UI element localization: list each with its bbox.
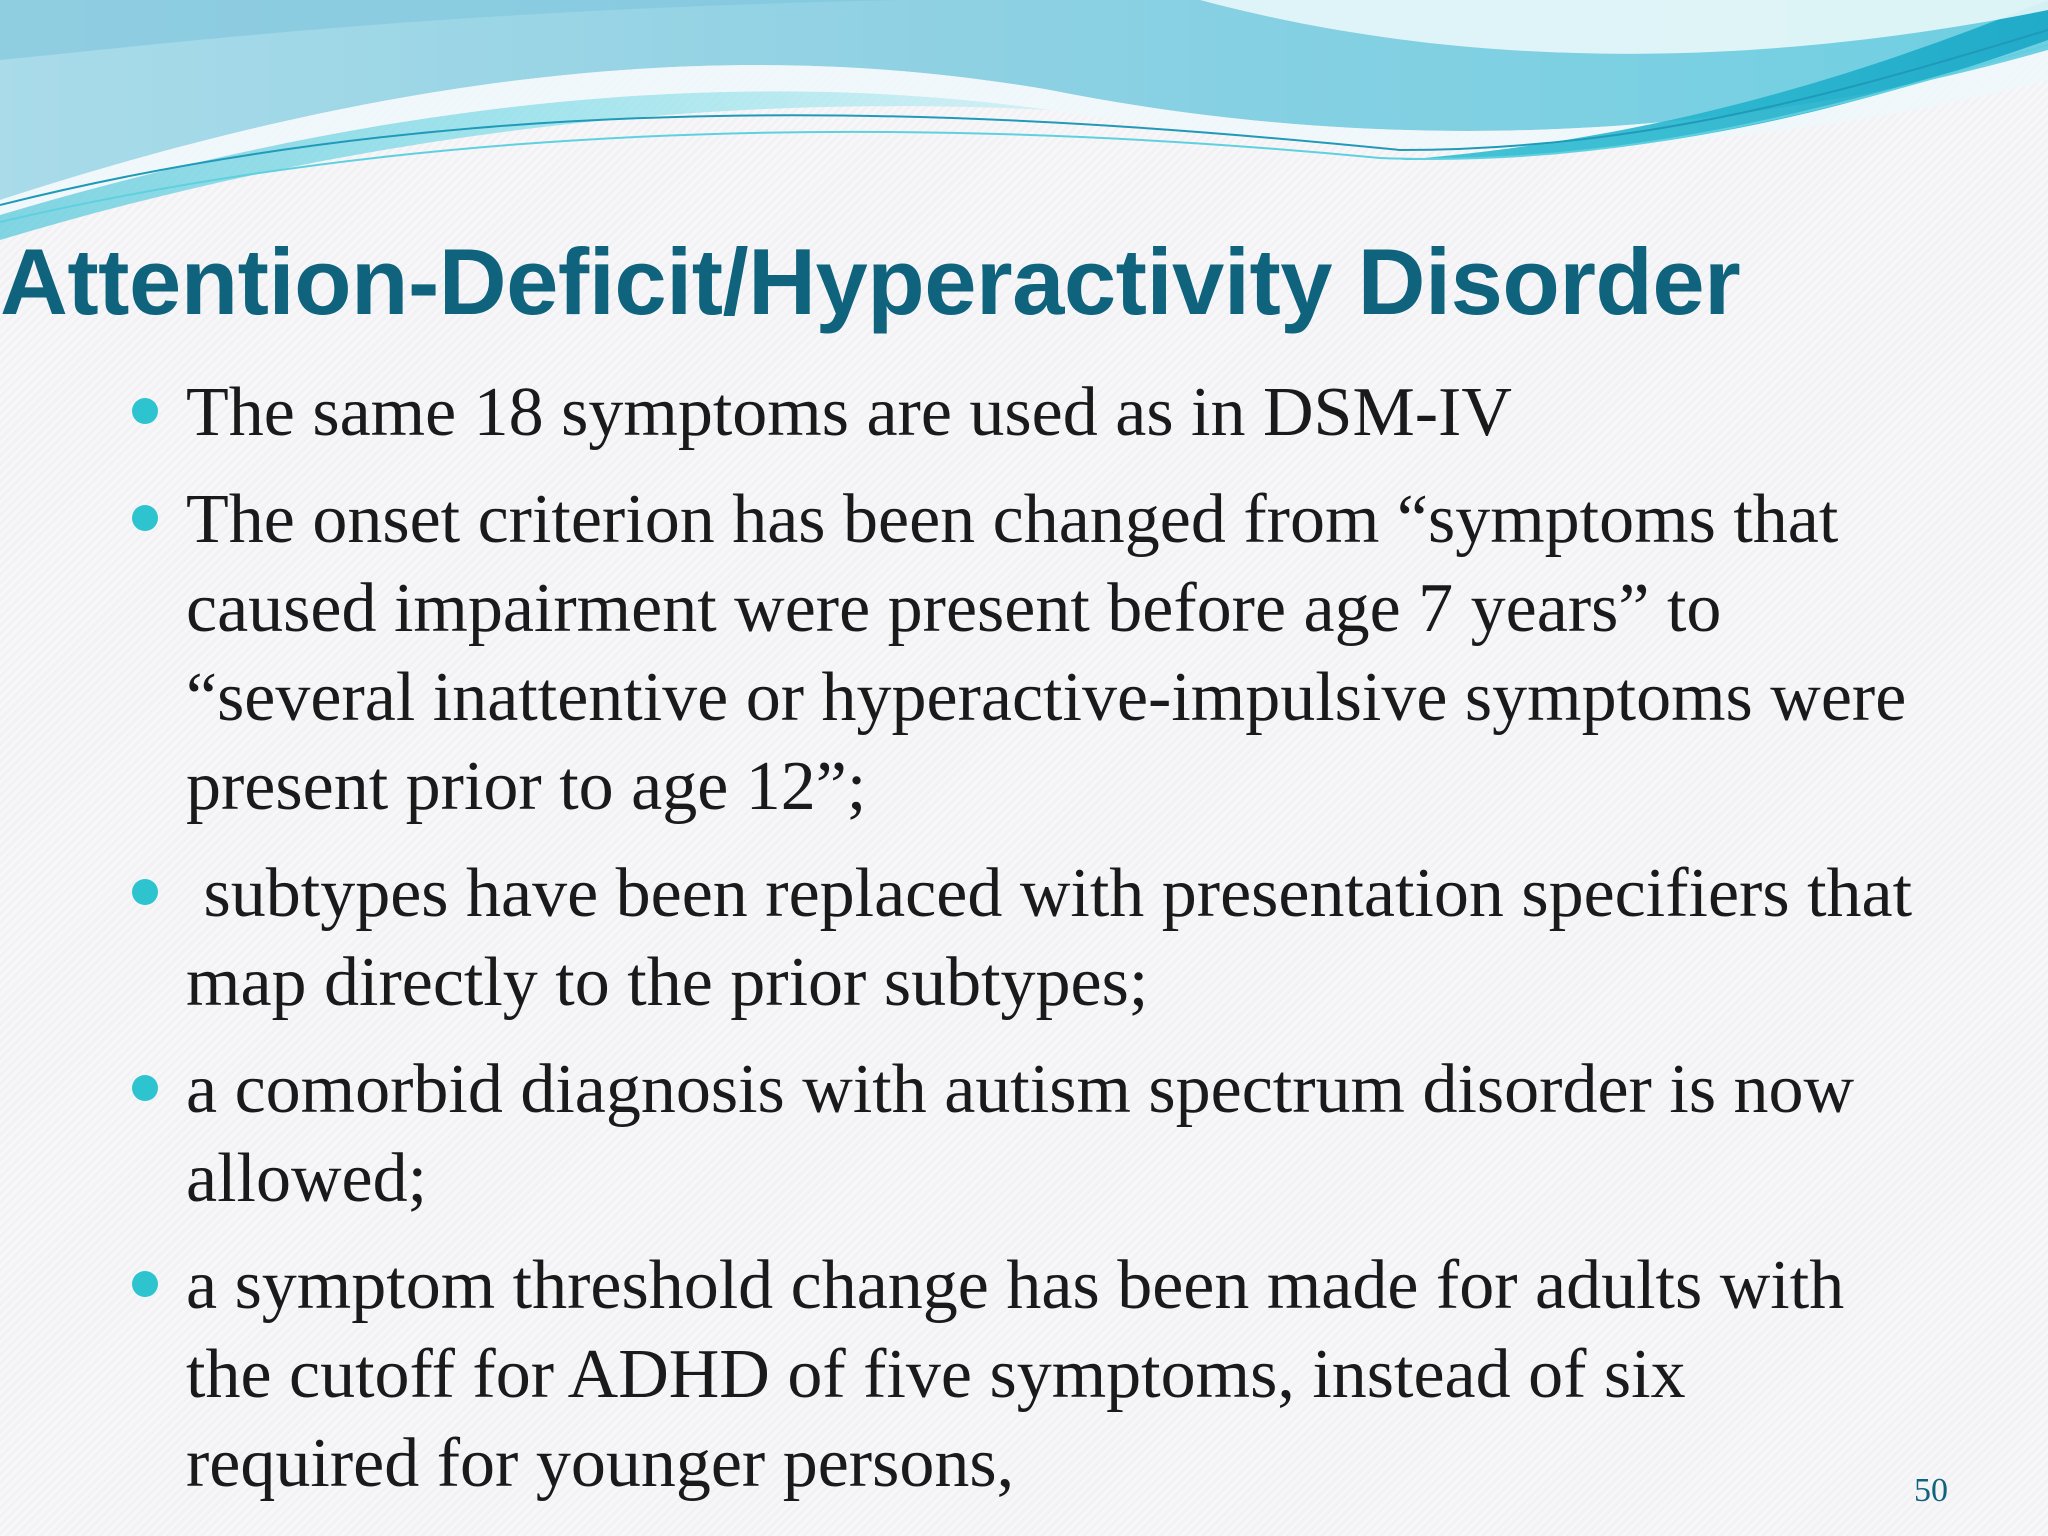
bullet-text: a comorbid diagnosis with autism spectrum disorder is now allowed; [186, 1051, 1855, 1217]
bullet-icon [132, 505, 158, 531]
bullet-text: subtypes have been replaced with presentation specifiers that map directly to the prior subtypes; [186, 855, 1930, 1021]
bullet-item [128, 1241, 1928, 1508]
bullet-icon [132, 1271, 158, 1297]
bullet-item [128, 475, 1928, 831]
bullet-text: The same 18 symptoms are used as in DSM-IV [186, 374, 1512, 451]
bullet-text: a symptom threshold change has been made for adults with the cutoff for ADHD of five symptoms, instead of six required for younger persons, [186, 1247, 1845, 1502]
bullet-item [128, 368, 1928, 457]
page-number: 50 [1914, 1472, 1948, 1509]
bullet-icon [132, 1075, 158, 1101]
header-wave-decoration [0, 0, 2048, 240]
bullet-list [128, 368, 1928, 1526]
slide-title: Attention-Deficit/Hyperactivity Disorder [0, 229, 1741, 334]
bullet-item [128, 1045, 1928, 1223]
bullet-text: The onset criterion has been changed from “symptoms that caused impairment were present before age 7 years” to “several inattentive or hyperactive-impulsive symptoms were present prior to age 12”; [186, 481, 1907, 825]
bullet-item [128, 849, 1928, 1027]
bullet-icon [132, 879, 158, 905]
bullet-icon [132, 398, 158, 424]
